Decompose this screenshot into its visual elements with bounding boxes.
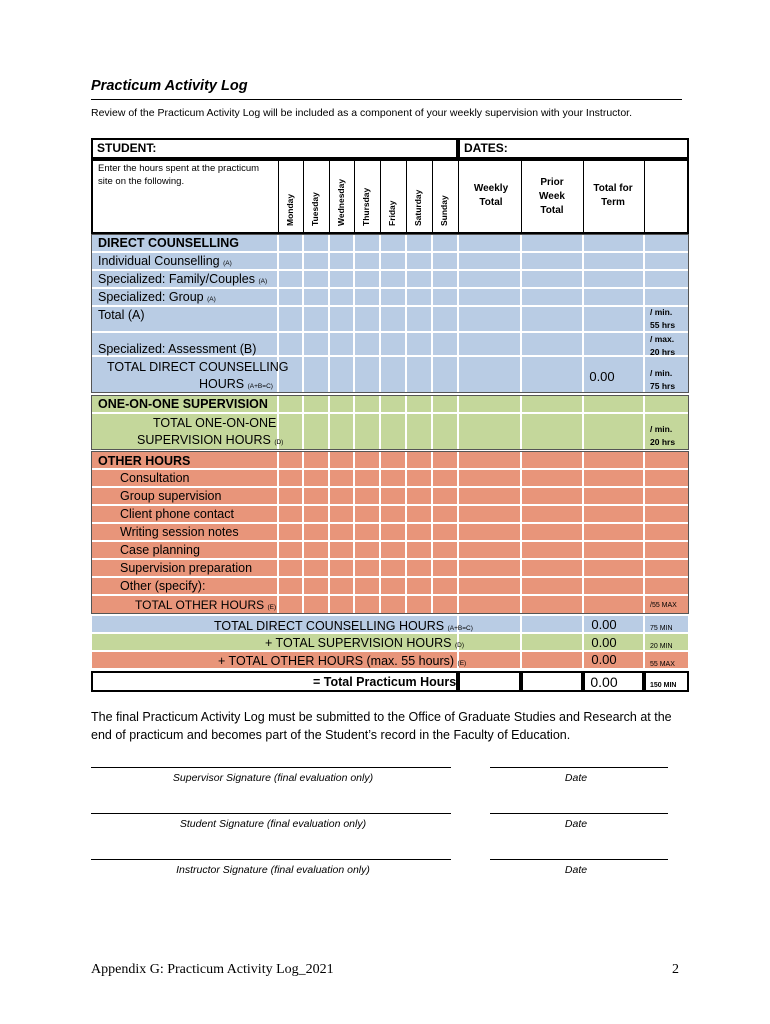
title-rule [91,99,682,100]
total-other-label: TOTAL OTHER HOURS (E) [135,598,277,612]
summary-direct-label: TOTAL DIRECT COUNSELLING HOURS (A+B=C) [214,619,473,633]
dates-label: DATES: [464,141,508,155]
date-caption: Date [564,818,588,830]
signature-line[interactable] [91,813,451,814]
assessment-label: Specialized: Assessment (B) [98,342,257,356]
supervision-header: ONE-ON-ONE SUPERVISION [98,397,268,411]
total-direct-label-1: TOTAL DIRECT COUNSELLING [107,360,289,374]
other-item: Client phone contact [120,507,234,521]
other-item: Supervision preparation [120,561,253,575]
individual-label: Individual Counselling (A) [98,254,232,268]
summary-sup-value: 0.00 [591,635,617,650]
total-other-note: /55 MAX [650,602,677,609]
header-separator [521,159,522,234]
grand-total-cell [458,671,521,692]
enter-hours-text: Enter the hours spent at the practicum site on the following. [98,163,260,187]
term-total-header: Total for Term [593,183,633,208]
day-header-tuesday: Tuesday [310,192,320,226]
grand-total-cell [521,671,583,692]
signature-caption: Supervisor Signature (final evaluation only) [172,772,374,784]
other-header: OTHER HOURS [98,454,191,468]
header-separator [644,159,645,234]
signature-line[interactable] [91,767,451,768]
header-separator [458,159,459,234]
summary-sup-note: 20 MIN [650,643,673,650]
day-header-monday: Monday [285,193,295,226]
page-title: Practicum Activity Log [91,78,248,94]
group-label: Specialized: Group (A) [98,290,216,304]
total-supervision-label-1: TOTAL ONE-ON-ONE [153,416,277,430]
grand-total-value: 0.00 [590,674,618,690]
date-line[interactable] [490,859,668,860]
summary-other-row-cell [458,651,521,669]
other-item: Group supervision [120,489,222,503]
other-item: Case planning [120,543,200,557]
summary-sup-row-cell [521,633,583,651]
summary-direct-value: 0.00 [591,617,617,632]
summary-sup-label: + TOTAL SUPERVISION HOURS (D) [265,636,465,650]
day-header-wednesday: Wednesday [336,178,346,226]
signature-line[interactable] [91,859,451,860]
footer-appendix: Appendix G: Practicum Activity Log_2021 [91,962,334,977]
grand-total-label: = Total Practicum Hours [313,675,457,689]
total-direct-value: 0.00 [589,369,615,384]
date-line[interactable] [490,767,668,768]
other-item: Consultation [120,471,190,485]
direct-header: DIRECT COUNSELLING [98,236,239,250]
student-label: STUDENT: [97,141,157,155]
activity-log-table [91,138,689,692]
total-a-label: Total (A) [98,308,145,322]
intro-text: Review of the Practicum Activity Log will be included as a component of your weekly supervision with your Instructor. [91,107,633,119]
summary-other-row-cell [521,651,583,669]
day-header-thursday: Thursday [361,187,371,226]
date-line[interactable] [490,813,668,814]
day-header-saturday: Saturday [413,189,423,226]
signature-caption: Instructor Signature (final evaluation only) [176,864,370,876]
date-caption: Date [564,772,588,784]
summary-direct-row-cell [521,615,583,633]
summary-direct-note: 75 MIN [650,625,673,632]
footer-page-number: 2 [672,962,679,977]
prior-week-header: Prior Week Total [539,177,565,216]
total-supervision-label-2: SUPERVISION HOURS (D) [137,433,284,447]
supervision-note: / min. 20 hrs [650,424,676,447]
day-header-sunday: Sunday [439,195,449,226]
other-item: Other (specify): [120,579,206,593]
grand-total-note: 150 MIN [650,682,677,689]
summary-other-value: 0.00 [591,652,617,667]
total-direct-note: / min. 75 hrs [650,368,676,391]
summary-other-note: 55 MAX [650,661,675,668]
assessment-note: / max. 20 hrs [650,334,676,357]
day-header-friday: Friday [387,200,397,226]
signature-caption: Student Signature (final evaluation only) [179,818,367,830]
date-caption: Date [564,864,588,876]
total-a-note: / min. 55 hrs [650,307,676,330]
weekly-total-header: Weekly Total [473,183,509,208]
family-label: Specialized: Family/Couples (A) [98,272,268,286]
total-direct-label-2: HOURS (A+B=C) [199,377,273,391]
final-submission-text: The final Practicum Activity Log must be submitted to the Office of Graduate Studies and Research at the end of practicum and becomes part of the Student’s record in the Faculty of Education. [91,710,672,742]
summary-other-label: + TOTAL OTHER HOURS (max. 55 hours) (E) [218,654,467,668]
other-item: Writing session notes [120,525,239,539]
